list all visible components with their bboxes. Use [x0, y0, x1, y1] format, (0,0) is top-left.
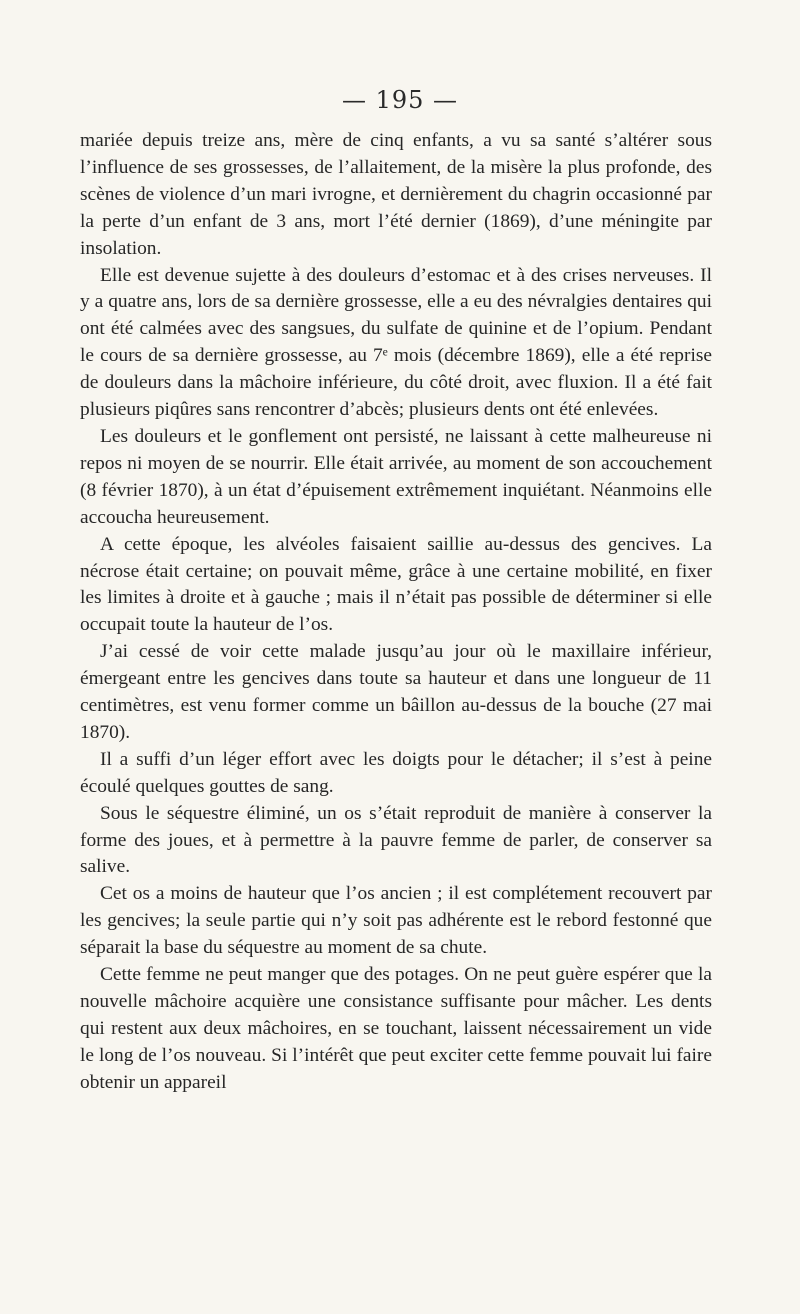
- paragraph-3: Les douleurs et le gonflement ont persisté, ne laissant à cette malheureuse ni repos ni moyen de se nourrir. Elle était arrivée, au moment de son accouchement (8 février 1870), à un état d’épuisement extrêmement inquiétant. Néanmoins elle accoucha heureusement.: [80, 425, 712, 528]
- paragraph-6: Il a suffi d’un léger effort avec les doigts pour le détacher; il s’est à peine écoulé quelques gouttes de sang.: [80, 748, 712, 797]
- paragraph-2: Elle est devenue sujette à des douleurs d’estomac et à des crises nerveuses. Il y a quatre ans, lors de sa dernière grossesse, elle a eu des névralgies dentaires qui ont été calmées avec des sangsues, du sulfate de quinine et de l’opium. Pendant le cours de sa dernière grossesse, au 7ᵉ mois (décembre 1869), elle a été reprise de douleurs dans la mâchoire inférieure, du côté droit, avec fluxion. Il a été fait plusieurs piqûres sans rencontrer d’abcès; plusieurs dents ont été enlevées.: [80, 264, 712, 421]
- paragraph-9: Cette femme ne peut manger que des potages. On ne peut guère espérer que la nouvelle mâchoire acquière une consistance suffisante pour mâcher. Les dents qui restent aux deux mâchoires, en se touchant, laissent nécessairement un vide le long de l’os nouveau. Si l’intérêt que peut exciter cette femme pouvait lui faire obtenir un appareil: [80, 964, 712, 1093]
- body-text: [80, 128, 712, 1097]
- paragraph-5: J’ai cessé de voir cette malade jusqu’au jour où le maxillaire inférieur, émergeant entre les gencives dans toute sa hauteur et dans une longueur de 11 centimètres, est venu former comme un bâillon au-dessus de la bouche (27 mai 1870).: [80, 641, 712, 743]
- paragraph-1: mariée depuis treize ans, mère de cinq enfants, a vu sa santé s’altérer sous l’influence de ses grossesses, de l’allaitement, de la misère la plus profonde, des scènes de violence d’un mari ivrogne, et dernièrement du chagrin occasionné par la perte d’un enfant de 3 ans, mort l’été dernier (1869), d’une méningite par insolation.: [80, 130, 712, 259]
- paragraph-7: Sous le séquestre éliminé, un os s’était reproduit de manière à conserver la forme des joues, et à permettre à la pauvre femme de parler, de conserver sa salive.: [80, 802, 712, 878]
- page-number: — 195 —: [341, 86, 459, 114]
- paragraph-8: Cet os a moins de hauteur que l’os ancien ; il est complétement recouvert par les gencives; la seule partie qui n’y soit pas adhérente est le rebord festonné que séparait la base du séquestre au moment de sa chute.: [80, 883, 712, 959]
- paragraph-4: A cette époque, les alvéoles faisaient saillie au-dessus des gencives. La nécrose était certaine; on pouvait même, grâce à une certaine mobilité, en fixer les limites à droite et à gauche ; mais il n’était pas possible de déterminer si elle occupait toute la hauteur de l’os.: [80, 533, 712, 636]
